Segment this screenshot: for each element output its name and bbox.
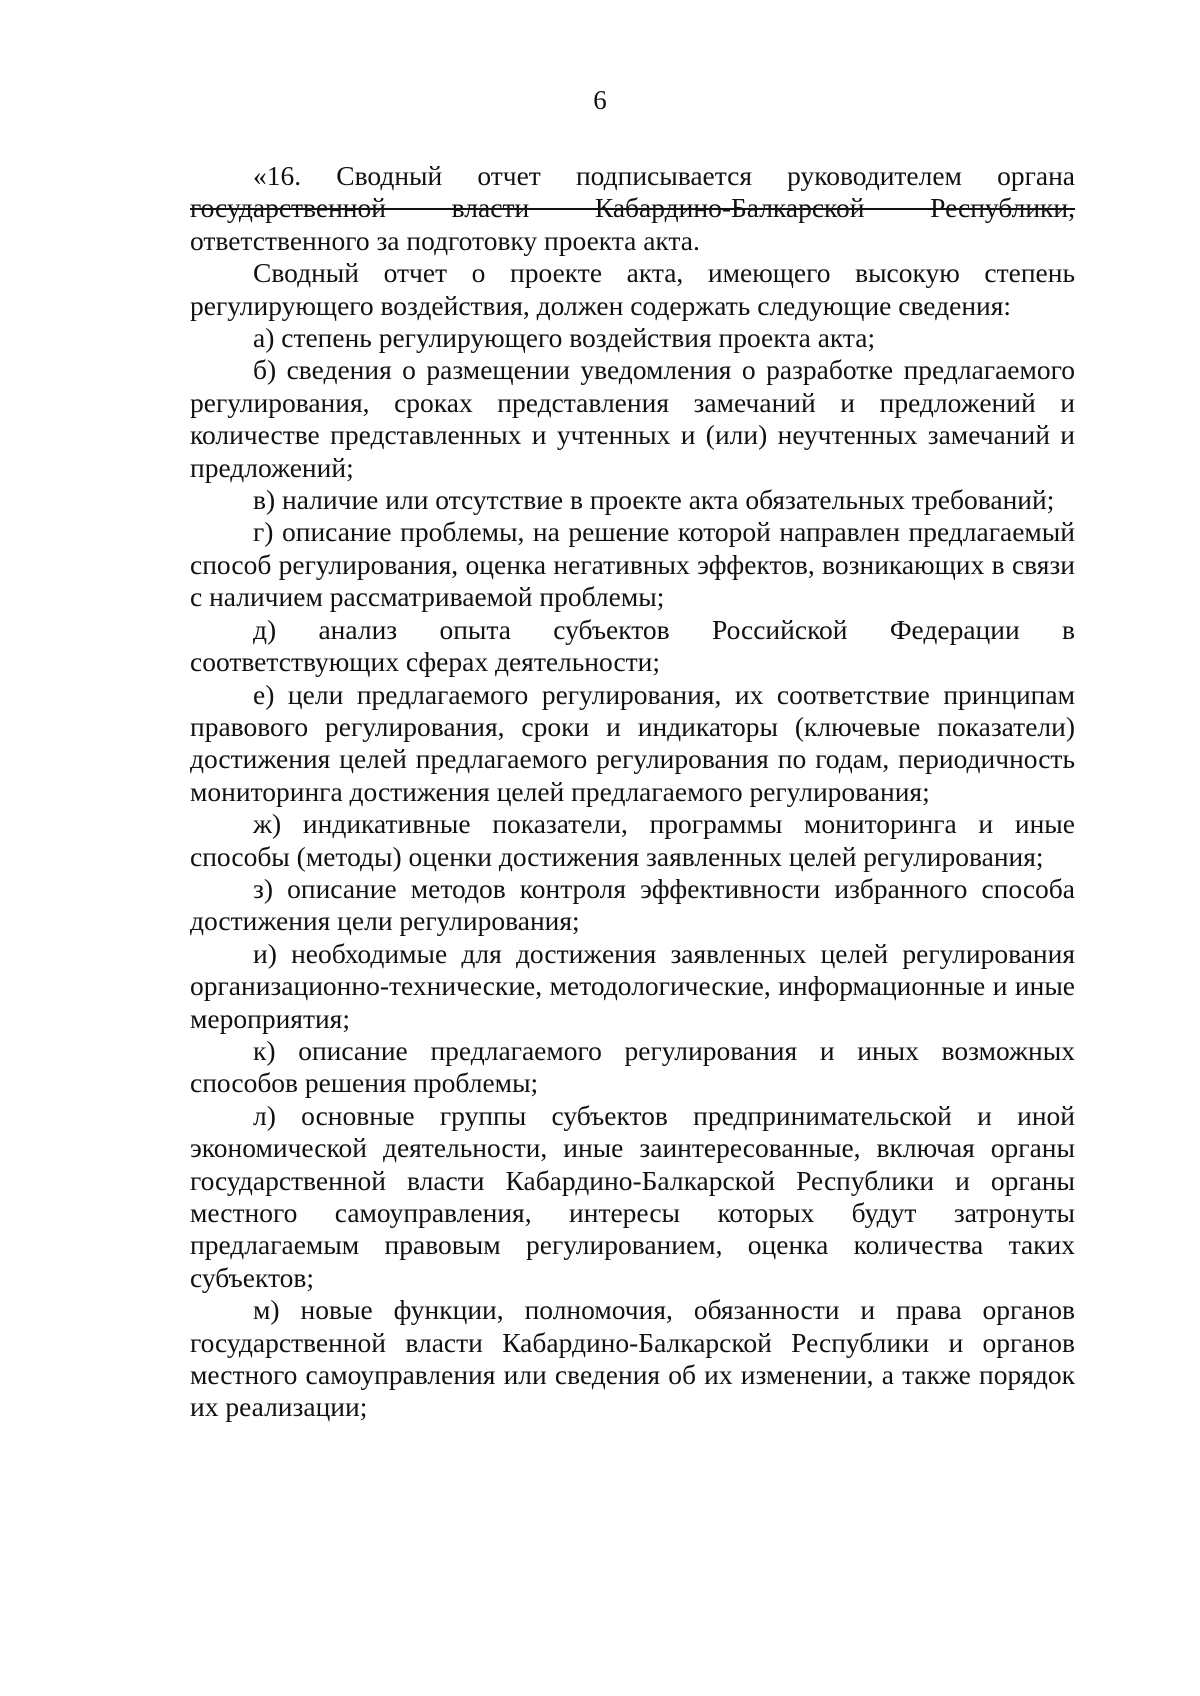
list-item-e: е) цели предлагаемого регулирования, их соответствие принципам правового регулирования, сроки и индикаторы (ключевые показатели) достижения целей предлагаемого регулирования по годам, периодичность мониторинга достижения целей предлагаемого регулирования; [190, 678, 1075, 807]
list-item-zh: ж) индикативные показатели, программы мониторинга и иные способы (методы) оценки достижения заявленных целей регулирования; [190, 808, 1075, 872]
list-item-g: г) описание проблемы, на решение которой направлен предлагаемый способ регулирования, оценка негативных эффектов, возникающих в связи с наличием рассматриваемой проблемы; [190, 516, 1075, 613]
list-item-b: б) сведения о размещении уведомления о разработке предлагаемого регулирования, сроках представления замечаний и предложений и количестве представленных и учтенных и (или) неучтенных замечаний и предложений; [190, 354, 1075, 483]
list-item-v: в) наличие или отсутствие в проекте акта обязательных требований; [253, 484, 1055, 516]
list-item-l: л) основные группы субъектов предпринимательской и иной экономической деятельности, иные заинтересованные, включая органы государственной власти Кабардино-Балкарской Республики и органы местного самоуправления, интересы которых будут затронуты предлагаемым правовым регулированием, оценка количества таких субъектов; [190, 1099, 1075, 1293]
paragraph-16 [190, 160, 1075, 257]
list-item-m: м) новые функции, полномочия, обязанности и права органов государственной власти Кабардино-Балкарской Республики и органов местного самоуправления или сведения об их изменении, а также порядок их реализации; [190, 1294, 1075, 1423]
list-item-k: к) описание предлагаемого регулирования и иных возможных способов решения проблемы; [190, 1034, 1075, 1099]
paragraph-16-text: «16. Сводный отчет подписывается руководителем органа [253, 160, 1075, 191]
list-item-a: а) степень регулирующего воздействия проекта акта; [253, 322, 876, 354]
document-body [190, 160, 1075, 1424]
list-item-z: з) описание методов контроля эффективности избранного способа достижения цели регулирования; [190, 872, 1075, 937]
paragraph-16-struck-text: государственной власти Кабардино-Балкарской Республики, [190, 192, 1075, 224]
list-item-i: и) необходимые для достижения заявленных целей регулирования организационно-технические, методологические, информационные и иные мероприятия; [190, 937, 1075, 1034]
paragraph-16-tail-text: ответственного за подготовку проекта акта. [190, 224, 700, 256]
paragraph-intro: Сводный отчет о проекте акта, имеющего высокую степень регулирующего воздействия, должен содержать следующие сведения: [190, 257, 1075, 321]
list-item-d: д) анализ опыта субъектов Российской Федерации в соответствующих сферах деятельности; [190, 613, 1075, 678]
page-number: 6 [593, 85, 607, 115]
